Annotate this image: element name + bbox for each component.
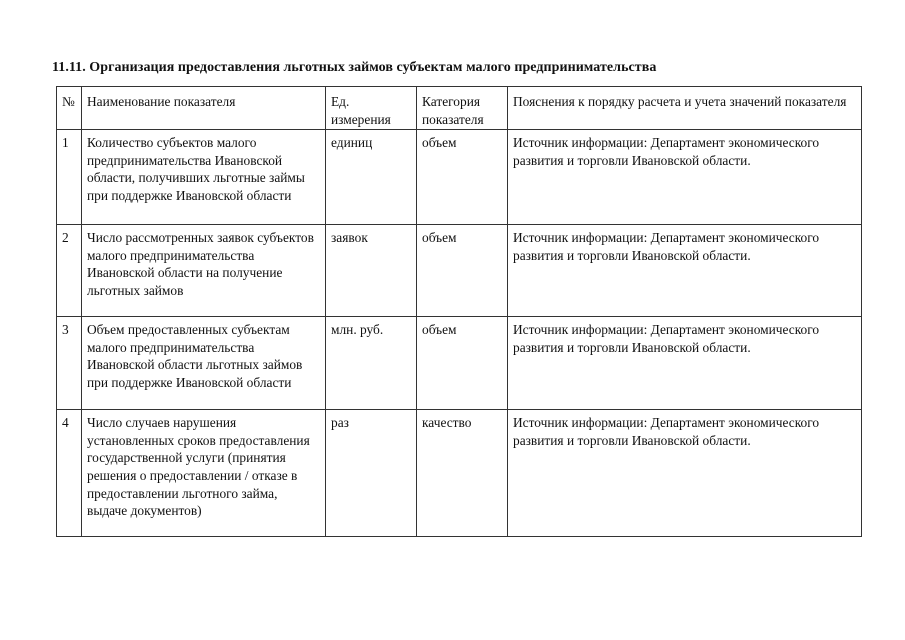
- row-number: 4: [57, 410, 82, 537]
- table-row: [57, 130, 862, 225]
- table-header-row: [57, 87, 862, 130]
- row-number: 2: [57, 225, 82, 317]
- indicator-explanation: Источник информации: Департамент экономического развития и торговли Ивановской области.: [508, 410, 862, 537]
- indicator-unit: единиц: [326, 130, 417, 225]
- indicator-name: Число рассмотренных заявок субъектов малого предпринимательства Ивановской области на получение льготных займов: [82, 225, 326, 317]
- indicator-unit: раз: [326, 410, 417, 537]
- indicator-unit: заявок: [326, 225, 417, 317]
- indicator-name: Объем предоставленных субъектам малого предпринимательства Ивановской области льготных займов при поддержке Ивановской области: [82, 317, 326, 410]
- indicator-name: Число случаев нарушения установленных сроков предоставления государственной услуги (принятия решения о предоставлении / отказе в предоставлении льготного займа, выдаче документов): [82, 410, 326, 537]
- table-row: [57, 317, 862, 410]
- indicator-name: Количество субъектов малого предпринимательства Ивановской области, получивших льготные займы при поддержке Ивановской области: [82, 130, 326, 225]
- header-num: №: [57, 87, 82, 130]
- indicator-category: качество: [417, 410, 508, 537]
- indicator-explanation: Источник информации: Департамент экономического развития и торговли Ивановской области.: [508, 317, 862, 410]
- row-number: 1: [57, 130, 82, 225]
- indicator-category: объем: [417, 225, 508, 317]
- table-row: [57, 410, 862, 537]
- indicator-explanation: Источник информации: Департамент экономического развития и торговли Ивановской области.: [508, 225, 862, 317]
- table-row: [57, 225, 862, 317]
- header-category: Категория показателя: [417, 87, 508, 130]
- indicator-category: объем: [417, 130, 508, 225]
- header-unit: Ед. измерения: [326, 87, 417, 130]
- header-explanation: Пояснения к порядку расчета и учета значений показателя: [508, 87, 862, 130]
- indicator-unit: млн. руб.: [326, 317, 417, 410]
- indicators-table: [56, 86, 862, 537]
- section-heading: 11.11. Организация предоставления льготных займов субъектам малого предпринимательства: [52, 60, 657, 75]
- indicator-explanation: Источник информации: Департамент экономического развития и торговли Ивановской области.: [508, 130, 862, 225]
- header-name: Наименование показателя: [82, 87, 326, 130]
- row-number: 3: [57, 317, 82, 410]
- indicator-category: объем: [417, 317, 508, 410]
